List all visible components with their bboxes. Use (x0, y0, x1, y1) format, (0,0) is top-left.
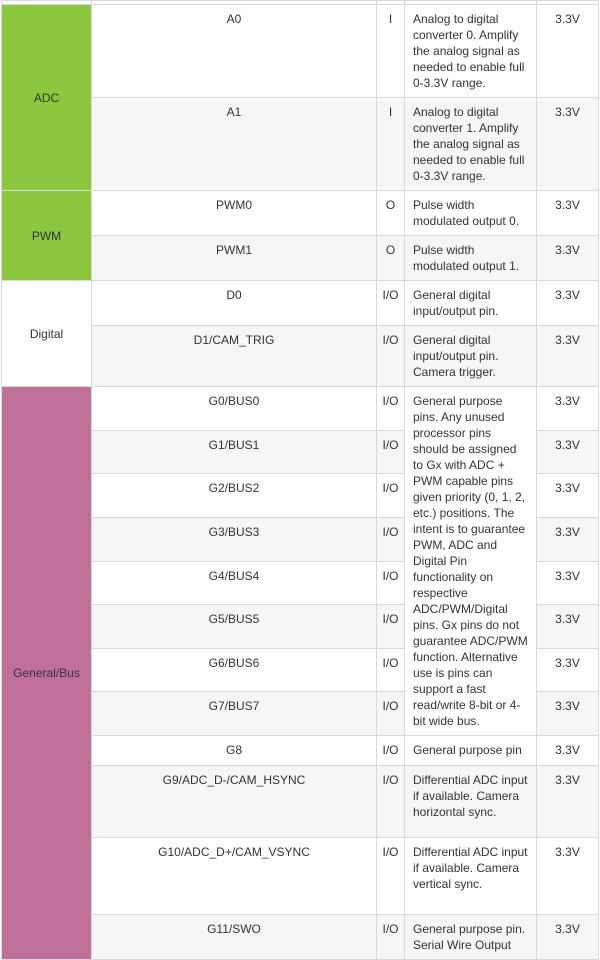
voltage-cell: 3.3V (537, 736, 599, 766)
table-row (2, 281, 599, 326)
signal-cell: G7/BUS7 (92, 692, 377, 736)
direction-cell: I/O (377, 326, 405, 387)
table-row (2, 191, 599, 236)
pin-function-table (1, 0, 599, 960)
table-row (2, 387, 599, 431)
direction-cell: I (377, 5, 405, 98)
description-cell: General purpose pin (405, 736, 537, 766)
description-cell: General purpose pin. Serial Wire Output (405, 915, 537, 960)
direction-cell: I/O (377, 648, 405, 692)
direction-cell: I/O (377, 838, 405, 915)
voltage-cell: 3.3V (537, 915, 599, 960)
direction-cell: O (377, 236, 405, 281)
signal-cell: G5/BUS5 (92, 605, 377, 649)
voltage-cell: 3.3V (537, 98, 599, 191)
signal-cell: G9/ADC_D-/CAM_HSYNC (92, 766, 377, 838)
description-cell-general-bus: General purpose pins. Any unused processor pins should be assigned to Gx with ADC + PWM capable pins given priority (0, 1, 2, etc.) positions. The intent is to guarantee PWM, ADC and Digital Pin functionality on respective ADC/PWM/Digital pins. Gx pins do not guarantee ADC/PWM function. Alternative use is pins can support a fast read/write 8-bit or 4-bit wide bus. (405, 387, 537, 736)
signal-cell: D1/CAM_TRIG (92, 326, 377, 387)
voltage-cell: 3.3V (537, 281, 599, 326)
signal-cell: G4/BUS4 (92, 561, 377, 605)
voltage-cell: 3.3V (537, 838, 599, 915)
direction-cell: I/O (377, 387, 405, 431)
group-cell-adc: ADC (2, 5, 92, 191)
signal-cell: G11/SWO (92, 915, 377, 960)
table-row (2, 236, 599, 281)
voltage-cell: 3.3V (537, 648, 599, 692)
voltage-cell: 3.3V (537, 326, 599, 387)
signal-cell: G6/BUS6 (92, 648, 377, 692)
description-cell: Differential ADC input if available. Camera horizontal sync. (405, 766, 537, 838)
table-row (2, 766, 599, 838)
voltage-cell: 3.3V (537, 236, 599, 281)
table-row (2, 915, 599, 960)
description-cell: Analog to digital converter 0. Amplify the analog signal as needed to enable full 0-3.3V range. (405, 5, 537, 98)
direction-cell: I/O (377, 517, 405, 561)
direction-cell: I/O (377, 474, 405, 518)
voltage-cell: 3.3V (537, 5, 599, 98)
direction-cell: I/O (377, 605, 405, 649)
description-cell: General digital input/output pin. (405, 281, 537, 326)
direction-cell: I/O (377, 430, 405, 474)
voltage-cell: 3.3V (537, 766, 599, 838)
description-cell: Analog to digital converter 1. Amplify the analog signal as needed to enable full 0-3.3V range. (405, 98, 537, 191)
direction-cell: I/O (377, 692, 405, 736)
voltage-cell: 3.3V (537, 430, 599, 474)
signal-cell: G10/ADC_D+/CAM_VSYNC (92, 838, 377, 915)
voltage-cell: 3.3V (537, 387, 599, 431)
signal-cell: PWM1 (92, 236, 377, 281)
direction-cell: I/O (377, 561, 405, 605)
direction-cell: I/O (377, 736, 405, 766)
direction-cell: I/O (377, 915, 405, 960)
direction-cell: I/O (377, 281, 405, 326)
group-cell-digital: Digital (2, 281, 92, 387)
table-row (2, 98, 599, 191)
signal-cell: G1/BUS1 (92, 430, 377, 474)
signal-cell: G0/BUS0 (92, 387, 377, 431)
voltage-cell: 3.3V (537, 692, 599, 736)
signal-cell: A1 (92, 98, 377, 191)
direction-cell: O (377, 191, 405, 236)
group-cell-general-bus: General/Bus (2, 387, 92, 960)
direction-cell: I (377, 98, 405, 191)
description-cell: General digital input/output pin. Camera trigger. (405, 326, 537, 387)
group-cell-pwm: PWM (2, 191, 92, 281)
voltage-cell: 3.3V (537, 605, 599, 649)
signal-cell: PWM0 (92, 191, 377, 236)
table-row (2, 5, 599, 98)
voltage-cell: 3.3V (537, 517, 599, 561)
signal-cell: G8 (92, 736, 377, 766)
voltage-cell: 3.3V (537, 561, 599, 605)
description-cell: Differential ADC input if available. Camera vertical sync. (405, 838, 537, 915)
voltage-cell: 3.3V (537, 191, 599, 236)
voltage-cell: 3.3V (537, 474, 599, 518)
table-row (2, 736, 599, 766)
direction-cell: I/O (377, 766, 405, 838)
signal-cell: G3/BUS3 (92, 517, 377, 561)
description-cell: Pulse width modulated output 0. (405, 191, 537, 236)
signal-cell: G2/BUS2 (92, 474, 377, 518)
table-row (2, 326, 599, 387)
table-row (2, 838, 599, 915)
signal-cell: D0 (92, 281, 377, 326)
signal-cell: A0 (92, 5, 377, 98)
description-cell: Pulse width modulated output 1. (405, 236, 537, 281)
